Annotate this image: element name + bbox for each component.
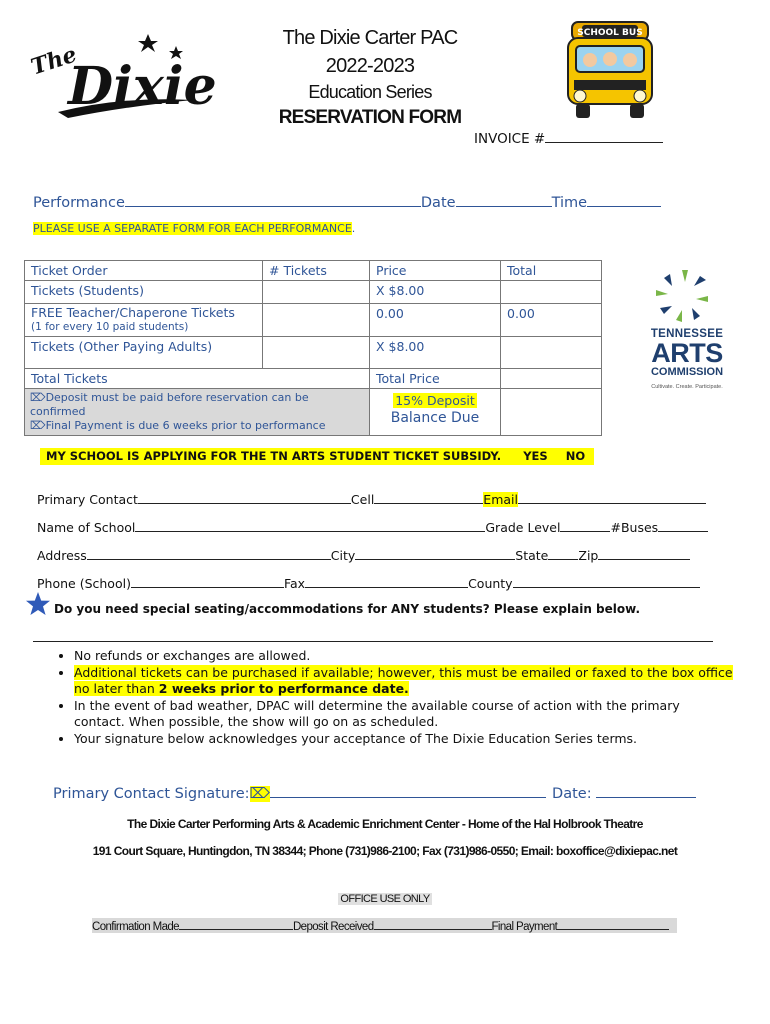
grade-level-input[interactable]: [560, 519, 610, 532]
contact-row-4: [37, 575, 713, 591]
seating-question: Do you need special seating/accommodations for ANY students? Please explain below.: [54, 602, 641, 616]
phone-input[interactable]: [131, 575, 284, 588]
office-use-row: [92, 918, 677, 933]
dixie-logo-icon: [27, 26, 217, 126]
terms-list: [52, 648, 734, 748]
county-label: County: [468, 576, 513, 591]
county-input[interactable]: [513, 575, 700, 588]
payment-notes: [25, 389, 370, 436]
school-name-input[interactable]: [135, 519, 485, 532]
primary-contact-label: Primary Contact: [37, 492, 138, 507]
total-price-input[interactable]: [501, 369, 602, 389]
subsidy-question-row: [40, 448, 594, 465]
signature-label: Primary Contact Signature:: [53, 786, 250, 802]
performance-row: [33, 194, 661, 211]
form-title: RESERVATION FORM: [278, 107, 462, 128]
school-name-label: Name of School: [37, 520, 136, 535]
time-input[interactable]: [587, 194, 661, 207]
final-note: ⌦Final Payment is due 6 weeks prior to performance: [30, 419, 326, 432]
address-label: Address: [37, 548, 87, 563]
signature-row: [53, 785, 696, 802]
total-tickets-label: Total Tickets: [25, 369, 370, 389]
invoice-field[interactable]: [474, 130, 663, 147]
adults-total-input[interactable]: [501, 337, 602, 369]
row-free-price: 0.00: [370, 304, 501, 337]
school-bus-image: [560, 14, 660, 124]
terms-item: • Your signature below acknowledges your acceptance of The Dixie Education Series terms.: [74, 731, 734, 747]
city-input[interactable]: [355, 547, 515, 560]
signature-input[interactable]: [270, 785, 546, 798]
invoice-label: INVOICE #: [474, 131, 546, 147]
tn-arts-commission-logo: [642, 268, 732, 400]
contact-row-1: [37, 491, 713, 507]
row-students-label: Tickets (Students): [25, 281, 263, 304]
contact-row-3: [37, 547, 713, 563]
primary-contact-input[interactable]: [138, 491, 351, 504]
arts-logo-line1: TENNESSEE: [650, 328, 724, 340]
footer-line-1: The Dixie Carter Performing Arts & Academic Enrichment Center - Home of the Hal Holbrook Theatre: [127, 817, 643, 831]
confirmation-input[interactable]: [179, 918, 293, 930]
signature-date-input[interactable]: [596, 785, 696, 798]
row-adults-label: Tickets (Other Paying Adults): [25, 337, 263, 369]
footer-line-2: 191 Court Square, Huntingdon, TN 38344; Phone (731)986-2100; Fax (731)986-0550; Email: boxoffice@dixiepac.net: [92, 844, 678, 858]
separate-form-notice: PLEASE USE A SEPARATE FORM FOR EACH PERFORMANCE.: [33, 222, 356, 235]
deposit-note: ⌦Deposit must be paid before reservation can be confirmed: [30, 391, 309, 418]
season-title: 2022-2023: [325, 55, 415, 77]
state-input[interactable]: [548, 547, 578, 560]
terms-item: • No refunds or exchanges are allowed.: [74, 648, 734, 664]
arts-logo-tagline: Cultivate. Create. Participate.: [651, 384, 723, 390]
subsidy-yes[interactable]: YES: [523, 449, 548, 463]
subsidy-no[interactable]: NO: [565, 449, 586, 463]
total-price-label: Total Price: [370, 369, 501, 389]
buses-input[interactable]: [658, 519, 708, 532]
office-use-label: OFFICE USE ONLY: [340, 893, 430, 905]
col-header-price: Price: [370, 261, 501, 281]
fax-label: Fax: [283, 576, 306, 591]
subsidy-question: MY SCHOOL IS APPLYING FOR THE TN ARTS STUDENT TICKET SUBSIDY.: [46, 449, 502, 463]
row-free-sublabel: (1 for every 10 paid students): [31, 321, 189, 333]
seating-answer-line[interactable]: [33, 641, 713, 642]
checkbox-icon: ⌦: [30, 391, 46, 404]
performance-label: Performance: [33, 195, 125, 211]
deposit-received-input[interactable]: [374, 918, 492, 930]
row-free-total: 0.00: [501, 304, 602, 337]
signature-date-label: Date:: [552, 786, 592, 802]
date-input[interactable]: [456, 194, 552, 207]
address-input[interactable]: [87, 547, 331, 560]
row-students-price: X $8.00: [370, 281, 501, 304]
bus-sign: SCHOOL BUS: [577, 28, 643, 38]
time-label: Time: [551, 195, 588, 211]
deposit-balance-input[interactable]: [501, 389, 602, 436]
buses-label: #Buses: [610, 520, 659, 535]
series-title: Education Series: [308, 82, 432, 102]
deposit-received-label: Deposit Received: [292, 921, 374, 933]
email-label: Email: [483, 492, 518, 507]
zip-label: Zip: [578, 548, 599, 563]
email-input[interactable]: [518, 491, 706, 504]
confirmation-label: Confirmation Made: [92, 921, 179, 933]
signature-checkbox-icon[interactable]: ⌦: [249, 786, 271, 802]
star-icon: [25, 591, 51, 621]
arts-logo-line3: COMMISSION: [650, 366, 724, 378]
col-header-num-tickets: # Tickets: [263, 261, 370, 281]
contact-row-2: [37, 519, 713, 535]
arts-logo-line2: ARTS: [651, 338, 723, 368]
phone-label: Phone (School): [37, 576, 131, 591]
state-label: State: [515, 548, 549, 563]
date-label: Date: [420, 195, 456, 211]
students-total-input[interactable]: [501, 281, 602, 304]
col-header-ticket-order: Ticket Order: [25, 261, 263, 281]
grade-level-label: Grade Level: [485, 520, 561, 535]
free-count-input[interactable]: [263, 304, 370, 337]
svg-text:The: The: [27, 41, 80, 81]
svg-text:Dixie: Dixie: [68, 56, 217, 117]
terms-item: • In the event of bad weather, DPAC will determine the available course of action with the primary contact. When possible, the show will go on as scheduled.: [74, 698, 734, 730]
deposit-balance-cell: [370, 389, 501, 436]
deposit-label: 15% Deposit: [395, 393, 475, 408]
fax-input[interactable]: [305, 575, 468, 588]
final-payment-label: Final Payment: [491, 921, 558, 933]
pinwheel-icon: [642, 268, 732, 324]
checkbox-icon: ⌦: [30, 419, 46, 432]
terms-item: • Additional tickets can be purchased if available; however, this must be emailed or faxed to the box office no later than 2 weeks prior to performance date.: [74, 665, 734, 697]
balance-due-label: Balance Due: [390, 410, 480, 426]
performance-input[interactable]: [125, 194, 421, 207]
row-free-label: FREE Teacher/Chaperone Tickets (1 for every 10 paid students): [25, 304, 263, 337]
zip-input[interactable]: [598, 547, 690, 560]
org-title: The Dixie Carter PAC: [282, 27, 458, 49]
students-count-input[interactable]: [263, 281, 370, 304]
ticket-order-table: [24, 260, 602, 436]
col-header-total: Total: [501, 261, 602, 281]
row-adults-price: X $8.00: [370, 337, 501, 369]
city-label: City: [330, 548, 356, 563]
adults-count-input[interactable]: [263, 337, 370, 369]
cell-input[interactable]: [374, 491, 483, 504]
dixie-logo: [27, 26, 217, 126]
final-payment-input[interactable]: [557, 918, 669, 930]
cell-label: Cell: [350, 492, 375, 507]
